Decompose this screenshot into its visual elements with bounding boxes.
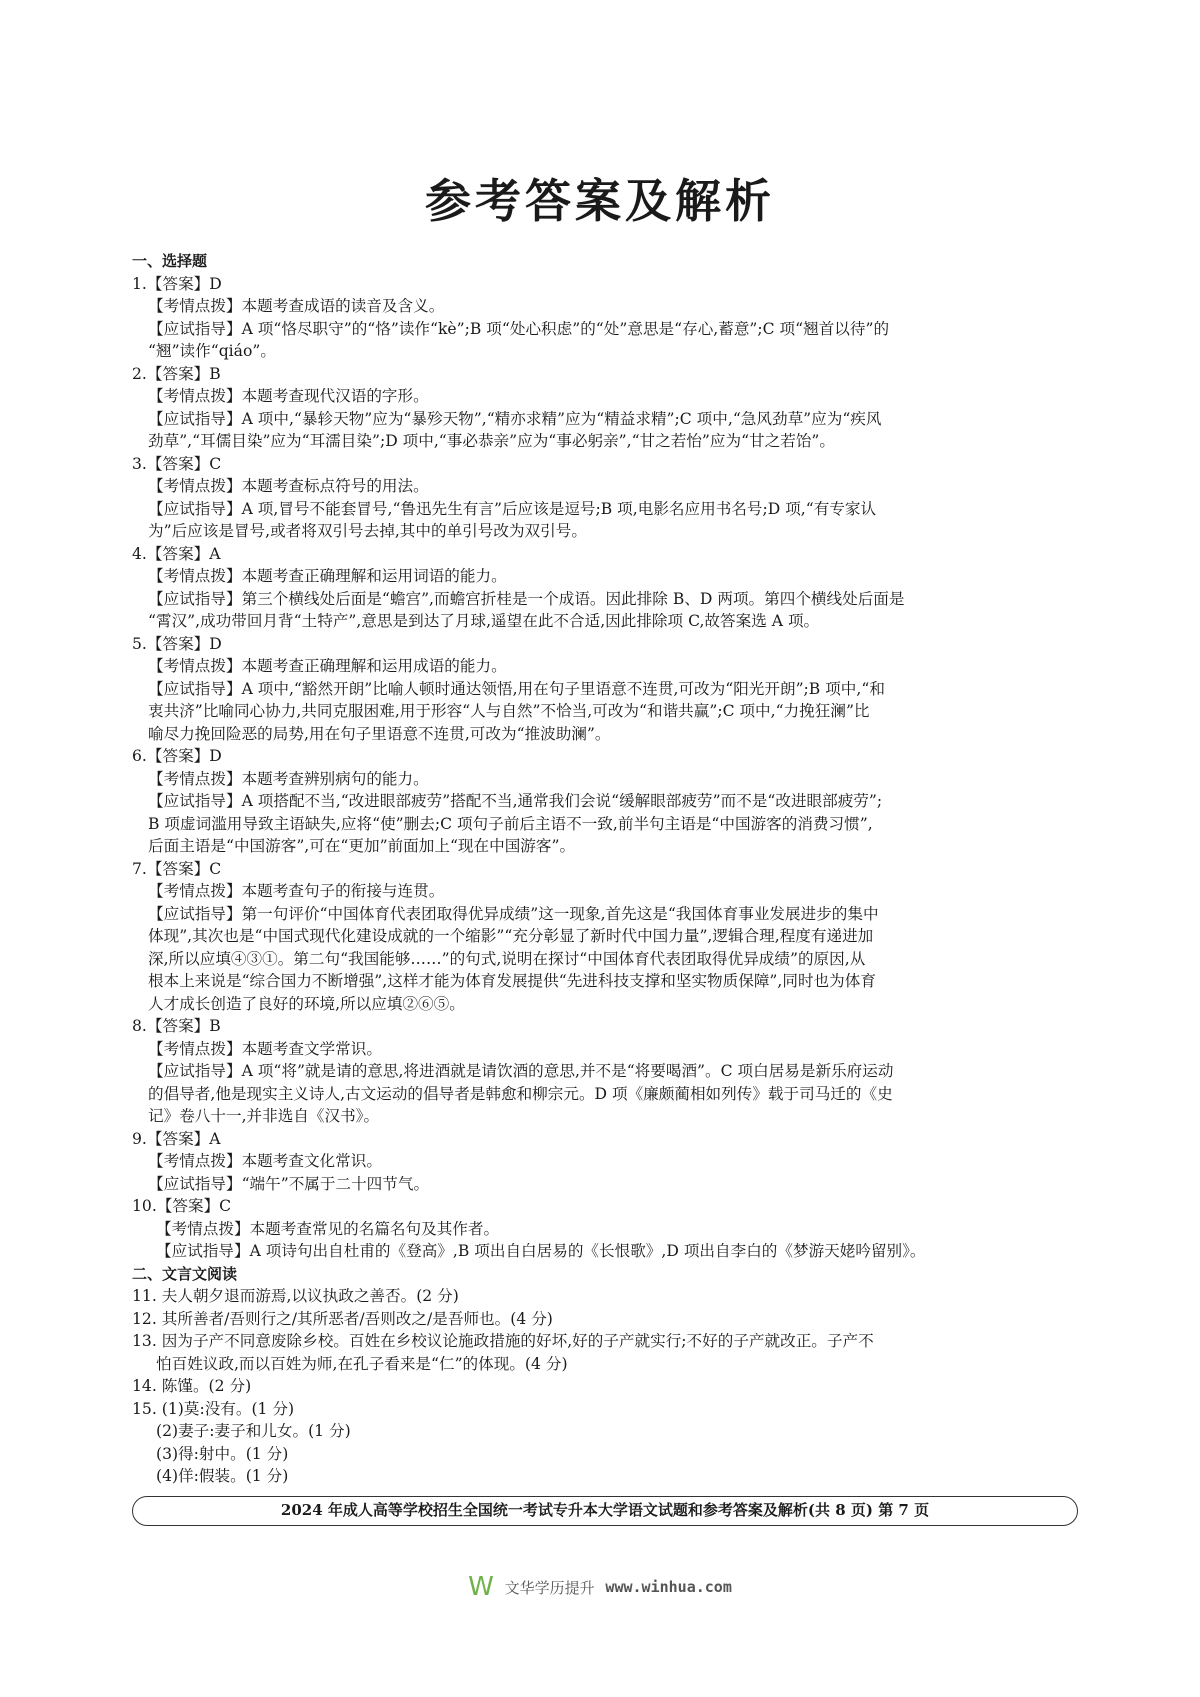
text-line: 的倡导者,他是现实主义诗人,古文运动的倡导者是韩愈和柳宗元。D 项《廉颇蔺相如列传》载于司马迁的《史: [148, 1084, 893, 1103]
text-line: 【考情点拨】本题考查文化常识。: [148, 1152, 382, 1170]
text-line: 6.【答案】D: [132, 747, 222, 765]
text-line: 【考情点拨】本题考查常见的名篇名句及其作者。: [156, 1219, 500, 1238]
text-line: 【应试指导】A 项搭配不当,“改进眼部疲劳”搭配不当,通常我们会说“缓解眼部疲劳”而不是“改进眼部疲劳”;: [148, 792, 883, 810]
text-line: 【考情点拨】本题考查句子的衔接与连贯。: [148, 882, 445, 900]
text-line: 4.【答案】A: [132, 544, 221, 563]
page-footer: 2024 年成人高等学校招生全国统一考试专升本大学语文试题和参考答案及解析(共 8 页) 第 7 页: [132, 1496, 1078, 1526]
text-line: 14. 陈馑。(2 分): [132, 1377, 252, 1395]
text-line: 记》卷八十一,并非选自《汉书》。: [148, 1107, 380, 1125]
text-line: 7.【答案】C: [132, 859, 222, 878]
text-line: 【考情点拨】本题考查正确理解和运用成语的能力。: [148, 657, 507, 675]
text-line: 【考情点拨】本题考查辨别病句的能力。: [148, 769, 429, 788]
text-line: 为”后应该是冒号,或者将双引号去掉,其中的单引号改为双引号。: [148, 522, 587, 540]
text-line: B 项虚词滥用导致主语缺失,应将“使”删去;C 项句子前后主语不一致,前半句主语是“中国游客的消费习惯”,: [148, 814, 873, 833]
answer-content: [132, 250, 1078, 1488]
text-line: 人才成长创造了良好的环境,所以应填②⑥⑤。: [148, 994, 465, 1013]
text-line: “翘”读作“qiáo”。: [148, 342, 276, 360]
text-line: 喻尽力挽回险恶的局势,用在句子里语意不连贯,可改为“推波助澜”。: [148, 724, 611, 743]
text-line: 1.【答案】D: [132, 274, 222, 293]
text-line: 5.【答案】D: [132, 634, 222, 653]
text-line: (4)佯:假装。(1 分): [156, 1467, 289, 1485]
text-line: 【考情点拨】本题考查标点符号的用法。: [148, 477, 429, 495]
text-line: 【考情点拨】本题考查正确理解和运用词语的能力。: [148, 567, 507, 585]
text-line: 【考情点拨】本题考查成语的读音及含义。: [148, 297, 445, 315]
text-line: 10.【答案】C: [132, 1197, 232, 1215]
text-line: 13. 因为子产不同意废除乡校。百姓在乡校议论施政措施的好坏,好的子产就实行;不好的子产就改正。子产不: [132, 1332, 874, 1350]
text-line: 【应试指导】第一句评价“中国体育代表团取得优异成绩”这一现象,首先这是“我国体育事业发展进步的集中: [148, 904, 879, 923]
text-line: (2)妻子:妻子和儿女。(1 分): [156, 1422, 351, 1440]
watermark: [0, 1572, 1200, 1602]
text-line: 15. (1)莫:没有。(1 分): [132, 1399, 295, 1418]
text-line: 体现”,其次也是“中国式现代化建设成就的一个缩影”“充分彰显了新时代中国力量”,逻辑合理,程度有递进加: [148, 927, 874, 945]
text-line: 【应试指导】“端午”不属于二十四节气。: [148, 1174, 430, 1193]
text-line: 【应试指导】A 项诗句出自杜甫的《登高》,B 项出自白居易的《长恨歌》,D 项出自李白的《梦游天姥吟留别》。: [156, 1242, 926, 1260]
text-line: 9.【答案】A: [132, 1129, 221, 1148]
text-line: 衷共济”比喻同心协力,共同克服困难,用于形容“人与自然”不恰当,可改为“和谐共赢”;C 项中,“力挽狂澜”比: [148, 702, 870, 720]
watermark-text: 文华学历提升: [504, 1578, 595, 1597]
text-line: 深,所以应填④③①。第二句“我国能够……”的句式,说明在探讨“中国体育代表团取得优异成绩”的原因,从: [148, 949, 866, 968]
text-line: 【应试指导】A 项,冒号不能套冒号,“鲁迅先生有言”后应该是逗号;B 项,电影名应用书名号;D 项,“有专家认: [148, 499, 877, 518]
winhua-logo-icon: W: [468, 1572, 494, 1602]
text-line: 11. 夫人朝夕退而游焉,以议执政之善否。(2 分): [132, 1287, 459, 1305]
text-line: 【应试指导】A 项中,“豁然开朗”比喻人顿时通达领悟,用在句子里语意不连贯,可改为“阳光开朗”;B 项中,“和: [148, 679, 885, 698]
text-line: “霄汉”,成功带回月背“土特产”,意思是到达了月球,遥望在此不合适,因此排除项 C,故答案选 A 项。: [148, 612, 820, 630]
text-line: 12. 其所善者/吾则行之/其所恶者/吾则改之/是吾师也。(4 分): [132, 1309, 553, 1328]
text-line: 3.【答案】C: [132, 454, 222, 473]
text-line: 2.【答案】B: [132, 364, 221, 383]
watermark-url[interactable]: www.winhua.com: [605, 1578, 732, 1596]
text-line: 【应试指导】第三个横线处后面是“蟾宫”,而蟾宫折桂是一个成语。因此排除 B、D 两项。第四个横线处后面是: [148, 589, 905, 608]
page-title: 参考答案及解析: [425, 174, 775, 228]
text-line: 【应试指导】A 项“恪尽职守”的“恪”读作“kè”;B 项“处心积虑”的“处”意思是“存心,蓄意”;C 项“翘首以待”的: [148, 319, 890, 338]
text-line: 怕百姓议政,而以百姓为师,在孔子看来是“仁”的体现。(4 分): [156, 1354, 568, 1373]
text-line: 根本上来说是“综合国力不断增强”,这样才能为体育发展提供“先进科技支撑和坚实物质保障”,同时也为体育: [148, 972, 876, 990]
text-line: 【应试指导】A 项中,“暴轸天物”应为“暴殄天物”,“精亦求精”应为“精益求精”;C 项中,“急风劲草”应为“疾风: [148, 409, 882, 428]
text-line: 【应试指导】A 项“将”就是请的意思,将进酒就是请饮酒的意思,并不是“将要喝酒”。C 项白居易是新乐府运动: [148, 1062, 894, 1080]
text-line: 【考情点拨】本题考查文学常识。: [148, 1039, 382, 1058]
text-line: (3)得:射中。(1 分): [156, 1444, 289, 1463]
text-line: 8.【答案】B: [132, 1017, 221, 1035]
text-line: 劲草”,“耳儒目染”应为“耳濡目染”;D 项中,“事必恭亲”应为“事必躬亲”,“甘之若怡”应为“甘之若饴”。: [148, 432, 836, 450]
section-heading: 一、选择题: [132, 252, 208, 270]
text-line: 后面主语是“中国游客”,可在“更加”前面加上“现在中国游客”。: [148, 837, 576, 855]
text-line: 【考情点拨】本题考查现代汉语的字形。: [148, 387, 429, 405]
section-heading: 二、文言文阅读: [132, 1264, 238, 1283]
